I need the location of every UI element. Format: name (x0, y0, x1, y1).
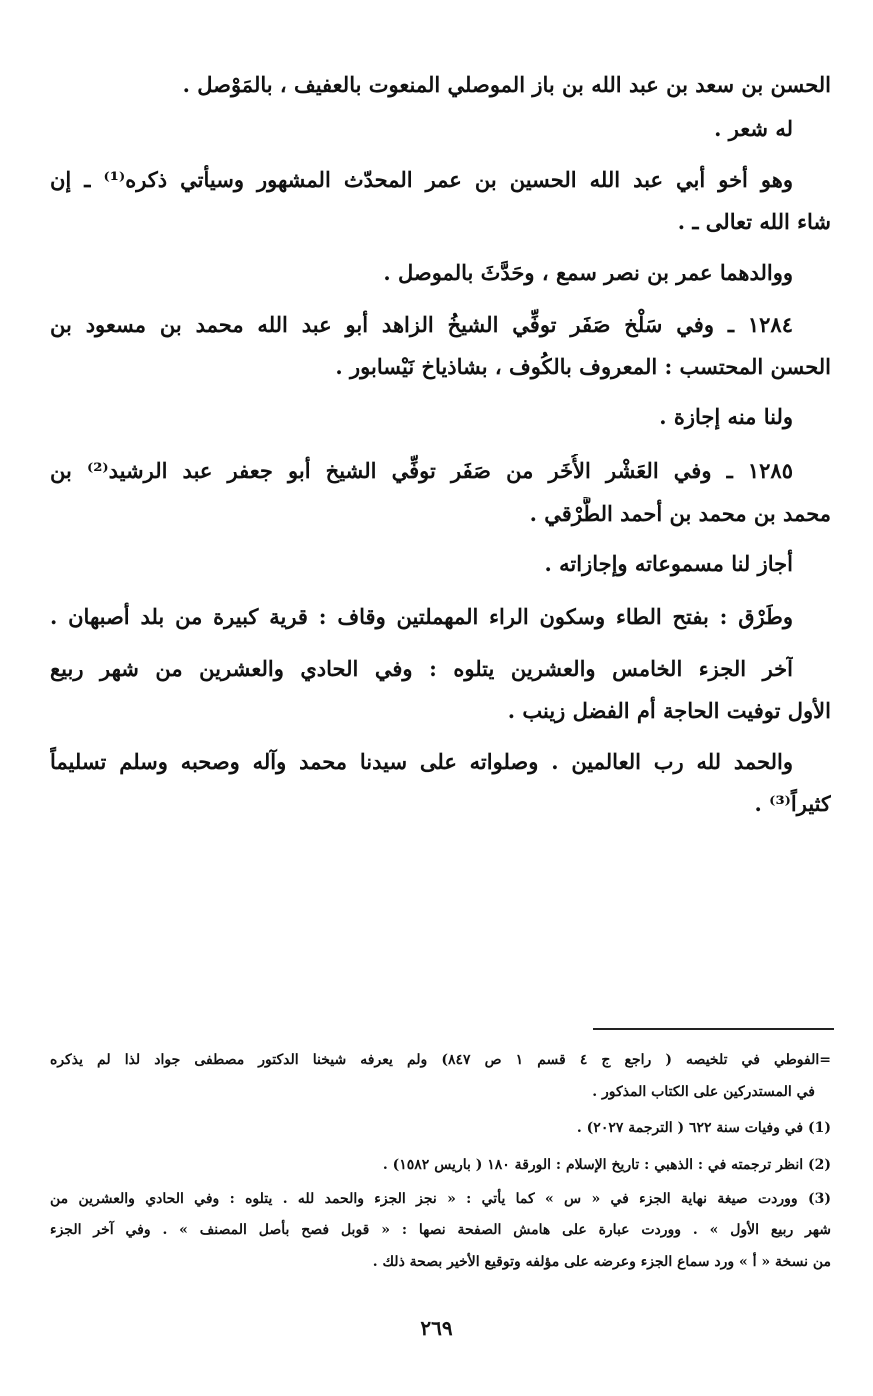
text-line: ١٢٨٤ ـ وفي سَلْخ صَفَر توفِّي الشيخُ الزاهد أبو عبد الله محمد بن مسعود بن (50, 312, 793, 337)
text-line: والحمد لله رب العالمين . وصلواته على سيدنا محمد وآله وصحبه وسلم تسليماً (50, 749, 793, 774)
footnote-separator (593, 1028, 834, 1030)
text-line: أجاز لنا مسموعاته وإجازاته . (544, 551, 793, 576)
text-line: الحسن المحتسب : المعروف بالكُوف ، بشاذياخ نَيْسابور . (335, 354, 831, 379)
text-line: ١٢٨٥ ـ وفي العَشْر الأُخَر من صَفَر توفِّي الشيخ أبو جعفر عبد الرشيد⁽²⁾ بن (50, 458, 793, 483)
footnote-line: في المستدركين على الكتاب المذكور . (592, 1084, 815, 1100)
text-line: ووالدهما عمر بن نصر سمع ، وحَدَّثَ بالموصل . (383, 260, 793, 285)
text-line: الحسن بن سعد بن عبد الله بن باز الموصلي المنعوت بالعفيف ، بالمَوْصل . (182, 72, 831, 97)
footnote-line: (3) ووردت صيغة نهاية الجزء في « س » كما يأتي : « نجز الجزء والحمد لله . يتلوه : وفي الحادي والعشرين من (50, 1191, 831, 1207)
text-line: محمد بن محمد بن أحمد الطَّرْقي . (529, 501, 831, 526)
text-line: ولنا منه إجازة . (659, 404, 793, 429)
footnote-line: من نسخة « أ » ورد سماع الجزء وعرضه على مؤلفه وتوقيع الأخير بصحة ذلك . (372, 1254, 831, 1270)
footnote-line: (1) في وفيات سنة ٦٢٢ ( الترجمة ٢٠٢٧) . (576, 1120, 831, 1136)
text-line: الأول توفيت الحاجة أم الفضل زينب . (507, 698, 831, 723)
text-line: له شعر . (714, 116, 793, 141)
footnote-line: (2) انظر ترجمته في : الذهبي : تاريخ الإسلام : الورقة ١٨٠ ( باريس ١٥٨٢) . (382, 1157, 831, 1173)
page-number: ٢٦٩ (420, 1316, 453, 1340)
text-line: وهو أخو أبي عبد الله الحسين بن عمر المحدّث المشهور وسيأتي ذكره⁽¹⁾ ـ إن (50, 167, 793, 192)
footnote-line: =الفوطي في تلخيصه ( راجع ج ٤ قسم ١ ص ٨٤٧) ولم يعرفه شيخنا الدكتور مصطفى جواد لذا لم يذكره (50, 1052, 831, 1068)
text-line: آخر الجزء الخامس والعشرين يتلوه : وفي الحادي والعشرين من شهر ربيع (50, 656, 793, 681)
text-line: شاء الله تعالى ـ . (677, 209, 831, 234)
text-line: وطَرْق : بفتح الطاء وسكون الراء المهملتين وقاف : قرية كبيرة من بلد أصبهان . (50, 604, 793, 629)
footnote-line: شهر ربيع الأول » . ووردت عبارة على هامش الصفحة نصها : « قوبل فصح بأصل المصنف » . وفي آخر الجزء (50, 1222, 831, 1238)
text-line: كثيراً⁽³⁾ . (754, 791, 831, 816)
